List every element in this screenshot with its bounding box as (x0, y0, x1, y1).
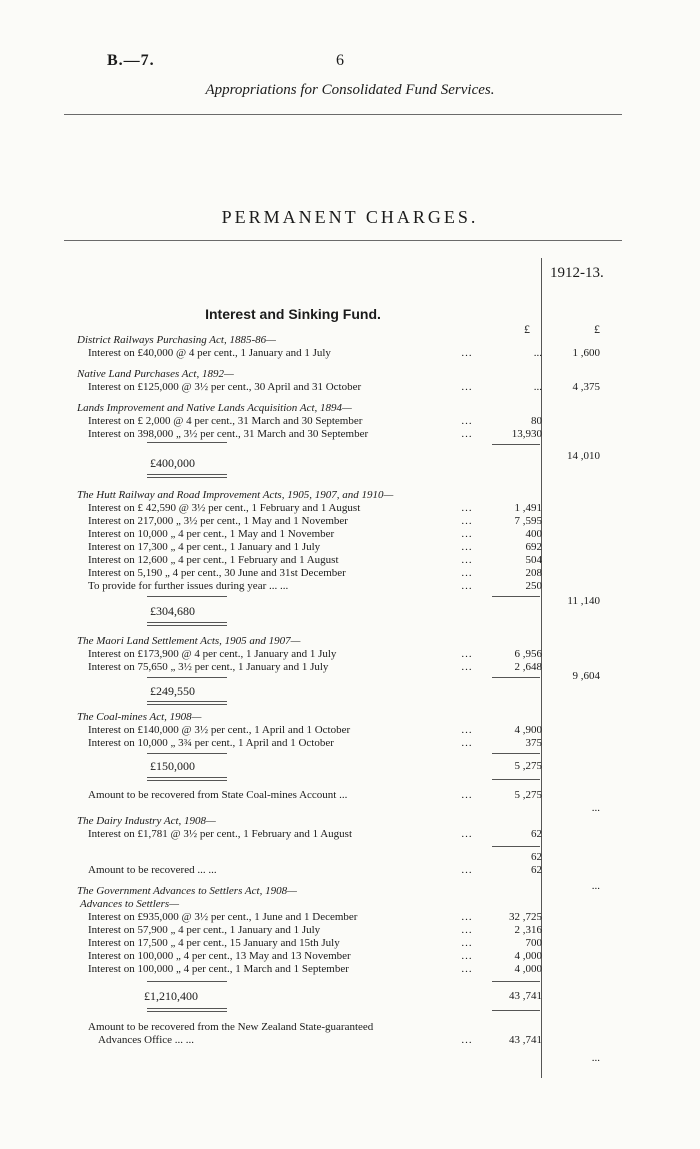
page-heading: PERMANENT CHARGES. (221, 207, 479, 227)
ledger-line: Interest on £ 2,000 @ 4 per cent., 31 March and 30 September ... 80 (88, 415, 542, 427)
group-title: The Coal-mines Act, 1908— (77, 711, 202, 723)
ledger-line: Interest on £935,000 @ 3½ per cent., 1 June and 1 December ... 32 ,725 (88, 911, 542, 923)
group-total-row: 11 ,140 (567, 595, 600, 607)
ledger-line: Interest on 75,650 „ 3½ per cent., 1 January and 1 July ... 2 ,648 (88, 661, 542, 673)
ledger-line: Interest on £140,000 @ 3½ per cent., 1 April and 1 October ... 4 ,900 (88, 724, 542, 736)
year-total: ... (591, 802, 600, 814)
recovered-line-1: Amount to be recovered from the New Zealand State-guaranteed (88, 1021, 374, 1033)
ledger-line: Interest on £173,900 @ 4 per cent., 1 January and 1 July ... 6 ,956 (88, 648, 542, 660)
ledger-line: Interest on 217,000 „ 3½ per cent., 1 May and 1 November ... 7 ,595 (88, 515, 542, 527)
group-rules (0, 1008, 700, 1021)
recovered-line: Amount to be recovered ... ... ... 62 (88, 864, 542, 876)
group-face-total: £1,210,400 43 ,741 (144, 989, 542, 1003)
group-total-row: 14 ,010 (567, 450, 600, 462)
group-title: Lands Improvement and Native Lands Acquisition Act, 1894— (77, 402, 352, 414)
ledger-line: Interest on 17,300 „ 4 per cent., 1 January and 1 July ... 692 (88, 541, 542, 553)
recovered-line: Amount to be recovered from State Coal-mines Account ... ... 5 ,275 (88, 789, 542, 801)
group-title: District Railways Purchasing Act, 1885-86— (77, 334, 276, 346)
ledger-line: To provide for further issues during year ... ... ... 250 (88, 580, 542, 592)
header-rule (64, 114, 622, 115)
recovered-line: Advances Office ... ... ... 43 ,741 (98, 1034, 542, 1046)
group-subtitle: Advances to Settlers— (80, 898, 179, 910)
year-total: ... (591, 880, 600, 892)
group-title: The Hutt Railway and Road Improvement Acts, 1905, 1907, and 1910— (77, 489, 394, 501)
group-title: The Maori Land Settlement Acts, 1905 and 1907— (77, 635, 301, 647)
ledger-line: Interest on 398,000 „ 3½ per cent., 31 March and 30 September ... 13,930 (88, 428, 542, 440)
ledger-line: Interest on £1,781 @ 3½ per cent., 1 February and 1 August ... 62 (88, 828, 542, 840)
page-subtitle: Appropriations for Consolidated Fund Services. (205, 82, 495, 98)
group-rules (0, 474, 700, 487)
ledger-line: Interest on 12,600 „ 4 per cent., 1 February and 1 August ... 504 (88, 554, 542, 566)
page-number: 6 (336, 52, 344, 69)
subtotal-line: 62 (531, 851, 542, 863)
group-rules (0, 622, 700, 635)
group-face-total: £304,680 (150, 604, 195, 618)
group-title: The Dairy Industry Act, 1908— (77, 815, 216, 827)
year-total: ... (591, 1052, 600, 1064)
group-face-total: £150,000 5 ,275 (150, 759, 542, 773)
ledger-line: Interest on 5,190 „ 4 per cent., 30 June and 31st December ... 208 (88, 567, 542, 579)
group-title: Native Land Purchases Act, 1892— (77, 368, 234, 380)
group-face-total: £400,000 (150, 456, 195, 470)
group-face-total: £249,550 (150, 684, 195, 698)
ledger-line: Interest on 100,000 „ 4 per cent., 1 March and 1 September ... 4 ,000 (88, 963, 542, 975)
ledger-line: Interest on £125,000 @ 3½ per cent., 30 April and 31 October ... ... 4 ,375 (88, 381, 600, 393)
year-column-header: 1912-13. (550, 265, 604, 281)
ledger-line: Interest on £40,000 @ 4 per cent., 1 January and 1 July ... ... 1 ,600 (88, 347, 600, 359)
ledger-line: Interest on 17,500 „ 4 per cent., 15 January and 15th July ... 700 (88, 937, 542, 949)
currency-symbol-col2: £ (594, 322, 600, 336)
section-title: Interest and Sinking Fund. (205, 306, 381, 322)
ledger-line: Interest on £ 42,590 @ 3½ per cent., 1 February and 1 August ... 1 ,491 (88, 502, 542, 514)
currency-symbol-col1: £ (524, 322, 530, 336)
ledger-line: Interest on 10,000 „ 3¾ per cent., 1 April and 1 October ... 375 (88, 737, 542, 749)
ledger-line: Interest on 10,000 „ 4 per cent., 1 May and 1 November ... 400 (88, 528, 542, 540)
ledger-line: Interest on 100,000 „ 4 per cent., 13 May and 13 November ... 4 ,000 (88, 950, 542, 962)
group-total-row: 9 ,604 (572, 670, 600, 682)
group-title: The Government Advances to Settlers Act, 1908— (77, 885, 297, 897)
heading-rule (64, 240, 622, 241)
document-reference: B.—7. (107, 52, 155, 69)
ledger-line: Interest on 57,900 „ 4 per cent., 1 January and 1 July ... 2 ,316 (88, 924, 542, 936)
